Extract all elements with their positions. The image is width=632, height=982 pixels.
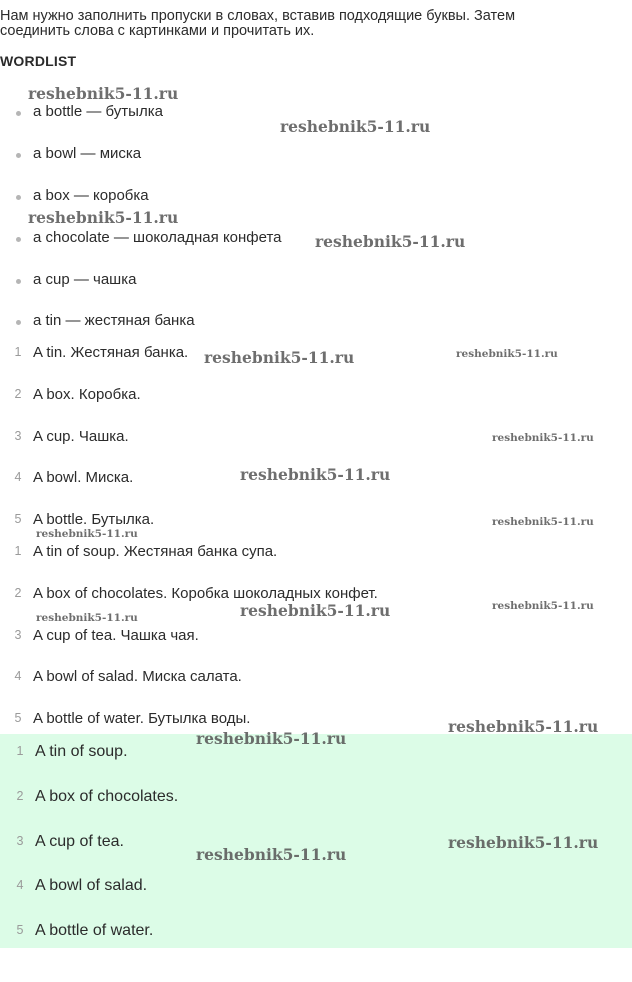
item-text: A box of chocolates. bbox=[35, 788, 179, 805]
watermark: reshebnik5-11.ru bbox=[315, 232, 466, 251]
item-number: 4 bbox=[14, 669, 22, 683]
item-text: A cup. Чашка. bbox=[33, 428, 129, 445]
item-text: A bottle of water. bbox=[35, 922, 154, 939]
bullet-icon bbox=[16, 237, 21, 242]
item-number: 4 bbox=[16, 878, 24, 892]
watermark: reshebnik5-11.ru bbox=[448, 833, 599, 852]
item-text: A bowl of salad. Миска салата. bbox=[33, 668, 242, 685]
item-text: A cup of tea. Чашка чая. bbox=[33, 627, 199, 644]
watermark: reshebnik5-11.ru bbox=[28, 208, 179, 227]
item-number: 5 bbox=[14, 512, 22, 526]
wordlist-item-text: a tin — жестяная банка bbox=[33, 312, 195, 329]
item-number: 3 bbox=[14, 429, 22, 443]
bullet-icon bbox=[16, 279, 21, 284]
bullet-icon bbox=[16, 195, 21, 200]
wordlist-item-text: a box — коробка bbox=[33, 187, 149, 204]
bullet-icon bbox=[16, 320, 21, 325]
watermark: reshebnik5-11.ru bbox=[448, 717, 599, 736]
item-number: 5 bbox=[14, 711, 22, 725]
item-number: 3 bbox=[14, 628, 22, 642]
watermark: reshebnik5-11.ru bbox=[492, 600, 594, 612]
watermark: reshebnik5-11.ru bbox=[492, 432, 594, 444]
watermark: reshebnik5-11.ru bbox=[28, 84, 179, 103]
item-text: A tin of soup. bbox=[35, 743, 128, 760]
item-text: A tin of soup. Жестяная банка супа. bbox=[33, 543, 278, 560]
intro-text: Нам нужно заполнить пропуски в словах, вставив подходящие буквы. Затем bbox=[0, 8, 516, 24]
bullet-icon bbox=[16, 111, 21, 116]
bullet-icon bbox=[16, 153, 21, 158]
wordlist-item-text: a cup — чашка bbox=[33, 271, 137, 288]
item-text: A box of chocolates. Коробка шоколадных конфет. bbox=[33, 585, 378, 602]
item-number: 5 bbox=[16, 923, 24, 937]
wordlist-heading: WORDLIST bbox=[0, 53, 77, 69]
wordlist-item-text: a chocolate — шоколадная конфета bbox=[33, 229, 282, 246]
watermark: reshebnik5-11.ru bbox=[456, 348, 558, 360]
wordlist-item-text: a bowl — миска bbox=[33, 145, 142, 162]
item-number: 1 bbox=[14, 345, 22, 359]
item-text: A bowl of salad. bbox=[35, 877, 148, 894]
watermark: reshebnik5-11.ru bbox=[280, 117, 431, 136]
item-text: A cup of tea. bbox=[35, 833, 124, 850]
item-number: 1 bbox=[16, 744, 24, 758]
item-text: A tin. Жестяная банка. bbox=[33, 344, 189, 361]
item-text: A bowl. Миска. bbox=[33, 469, 134, 486]
watermark: reshebnik5-11.ru bbox=[36, 528, 138, 540]
item-number: 4 bbox=[14, 470, 22, 484]
item-text: A bottle of water. Бутылка воды. bbox=[33, 710, 251, 727]
intro-text-line2: соединить слова с картинками и прочитать их. bbox=[0, 23, 315, 39]
item-number: 2 bbox=[14, 387, 22, 401]
watermark: reshebnik5-11.ru bbox=[36, 612, 138, 624]
item-number: 2 bbox=[14, 586, 22, 600]
item-number: 3 bbox=[16, 834, 24, 848]
wordlist-item-text: a bottle — бутылка bbox=[33, 103, 163, 120]
watermark: reshebnik5-11.ru bbox=[492, 516, 594, 528]
intro-text-clipped bbox=[0, 23, 632, 44]
item-text: A box. Коробка. bbox=[33, 386, 141, 403]
watermark: reshebnik5-11.ru bbox=[204, 348, 355, 367]
watermark: reshebnik5-11.ru bbox=[240, 465, 391, 484]
item-text: A bottle. Бутылка. bbox=[33, 511, 155, 528]
watermark: reshebnik5-11.ru bbox=[196, 845, 347, 864]
item-number: 2 bbox=[16, 789, 24, 803]
watermark: reshebnik5-11.ru bbox=[196, 729, 347, 748]
item-number: 1 bbox=[14, 544, 22, 558]
watermark: reshebnik5-11.ru bbox=[240, 601, 391, 620]
